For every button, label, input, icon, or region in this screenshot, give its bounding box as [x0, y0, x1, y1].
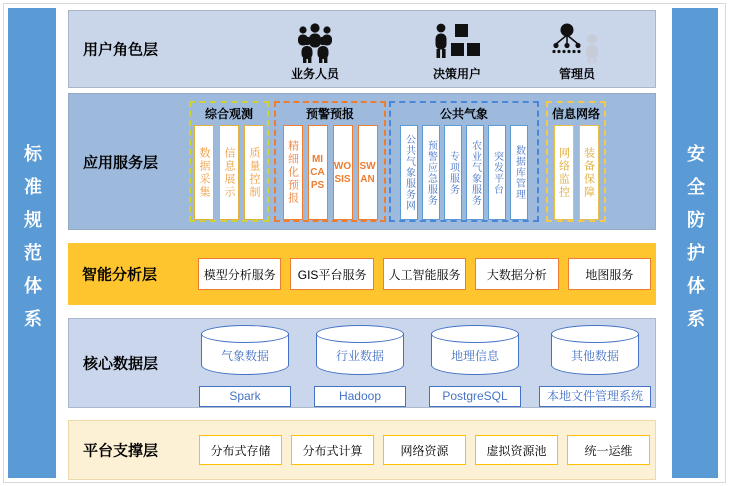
service-item: MICAPS	[308, 125, 328, 220]
group-header: 公共气象	[439, 107, 488, 121]
service-item: 装备保障	[579, 125, 599, 220]
database-column	[429, 321, 521, 407]
layer-title-app-service: 应用服务层	[83, 154, 159, 171]
database-column	[314, 321, 406, 407]
left-system-bar	[8, 8, 56, 478]
left-system-label: 标准规范体系	[22, 144, 42, 342]
database-cylinder	[551, 333, 639, 375]
person-with-boxes-icon	[432, 22, 482, 64]
engine-box: Spark	[199, 386, 291, 407]
engine-box: Hadoop	[314, 386, 406, 407]
database-column	[199, 321, 291, 407]
group-header: 预警预报	[305, 107, 354, 121]
role-label: 管理员	[558, 67, 595, 81]
role-label: 业务人员	[290, 67, 339, 81]
database-label: 气象数据	[220, 349, 269, 363]
service-item: 精细化预报	[283, 125, 303, 220]
analysis-item: 模型分析服务	[198, 258, 281, 290]
platform-item: 分布式存储	[199, 435, 282, 465]
group-public-weather	[389, 101, 539, 222]
role-label: 决策用户	[432, 67, 481, 81]
database-cylinder	[201, 333, 289, 375]
service-item: 数据采集	[194, 125, 214, 220]
layer-title-analysis: 智能分析层	[82, 266, 158, 284]
database-cylinder	[431, 333, 519, 375]
analysis-item: 大数据分析	[475, 258, 558, 290]
service-item: WOSIS	[333, 125, 353, 220]
service-item: 公共气象服务网	[400, 125, 418, 220]
engine-box: 本地文件管理系统	[539, 386, 651, 407]
right-system-bar	[672, 8, 718, 478]
platform-item: 分布式计算	[291, 435, 374, 465]
platform-item: 网络资源	[383, 435, 466, 465]
role-business-staff	[265, 22, 365, 82]
group-header: 信息网络	[551, 107, 600, 121]
group-header: 综合观测	[204, 107, 253, 121]
layer-title-core-data: 核心数据层	[83, 355, 159, 373]
group-integrated-observation	[189, 101, 269, 222]
service-item: 质量控制	[244, 125, 264, 220]
layer-title-user-role: 用户角色层	[83, 41, 159, 59]
layer-core-data	[68, 318, 656, 408]
database-label: 其他数据	[570, 349, 619, 363]
analysis-item: GIS平台服务	[290, 258, 373, 290]
platform-item: 统一运维	[567, 435, 650, 465]
service-item: 预警应急服务	[422, 125, 440, 220]
service-item: 信息展示	[219, 125, 239, 220]
service-item: 农业气象服务	[466, 125, 484, 220]
people-group-icon	[291, 22, 339, 64]
database-label: 行业数据	[335, 349, 384, 363]
admin-hierarchy-icon	[550, 22, 604, 64]
group-info-network	[546, 101, 606, 222]
analysis-item: 人工智能服务	[383, 258, 466, 290]
layer-title-platform: 平台支撑层	[83, 442, 159, 460]
right-system-label: 安全防护体系	[685, 144, 705, 342]
database-cylinder	[316, 333, 404, 375]
layer-app-service	[68, 93, 656, 230]
database-column	[539, 321, 651, 407]
layer-platform-support	[68, 420, 656, 480]
role-administrator	[527, 22, 627, 82]
service-item: SWAN	[358, 125, 378, 220]
service-item: 专项服务	[444, 125, 462, 220]
analysis-item: 地图服务	[568, 258, 651, 290]
layer-user-role	[68, 10, 656, 88]
service-item: 数据库管理	[510, 125, 528, 220]
service-item: 突发平台	[488, 125, 506, 220]
layer-intelligent-analysis	[68, 243, 656, 305]
service-item: 网络监控	[554, 125, 574, 220]
platform-item: 虚拟资源池	[475, 435, 558, 465]
database-label: 地理信息	[450, 349, 499, 363]
engine-box: PostgreSQL	[429, 386, 521, 407]
role-decision-user	[407, 22, 507, 82]
group-warning-forecast	[274, 101, 386, 222]
